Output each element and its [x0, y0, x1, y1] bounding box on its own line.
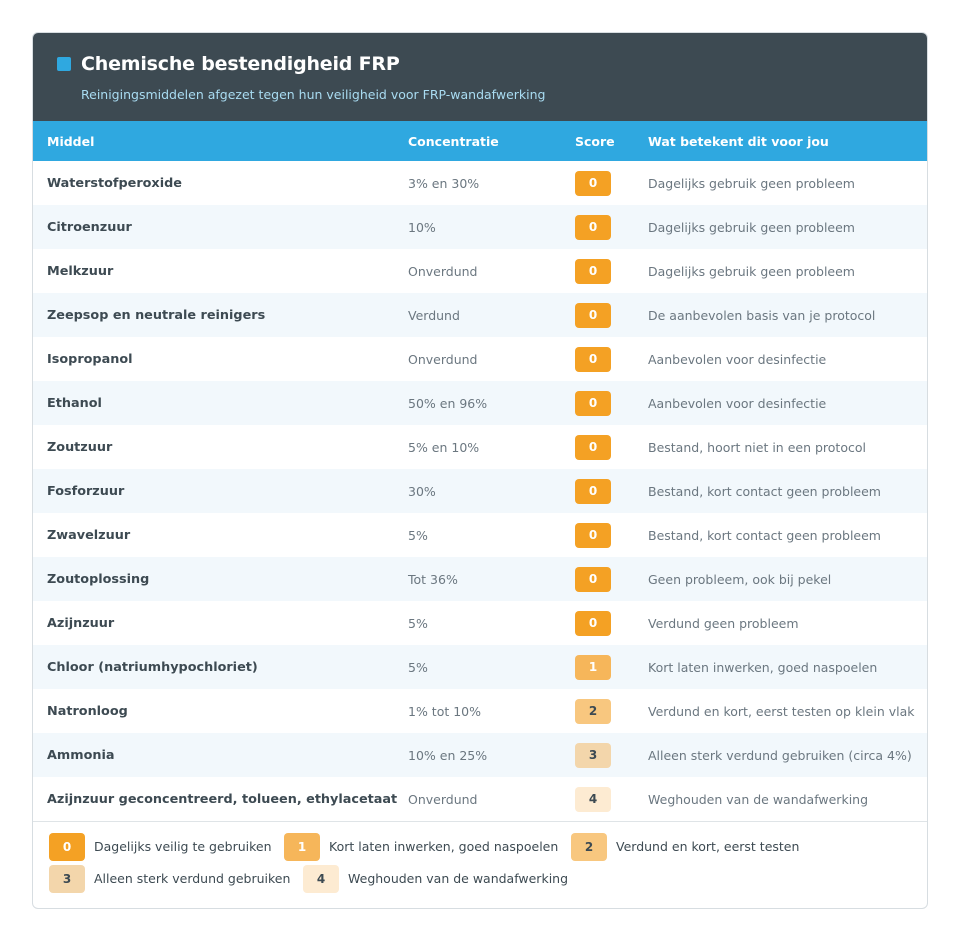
cell-betekenis: Verdund geen probleem	[648, 615, 799, 631]
score-badge: 0	[575, 479, 611, 504]
cell-score	[575, 645, 634, 689]
column-header-betekenis: Wat betekent dit voor jou	[648, 133, 829, 149]
cell-betekenis: Dagelijks gebruik geen probleem	[648, 263, 855, 279]
legend-item	[284, 832, 571, 861]
legend-label: Alleen sterk verdund gebruiken	[94, 871, 291, 886]
legend-badge: 2	[571, 833, 607, 861]
table-row	[33, 557, 928, 601]
table-row	[33, 425, 928, 469]
resistance-table	[33, 121, 928, 821]
score-badge: 0	[575, 435, 611, 460]
cell-score	[575, 425, 634, 469]
cell-concentratie: Onverdund	[408, 263, 478, 279]
legend-badge: 1	[284, 833, 320, 861]
cell-score	[575, 205, 634, 249]
legend-label: Kort laten inwerken, goed naspoelen	[329, 839, 559, 854]
cell-concentratie: Verdund	[408, 307, 460, 323]
legend-label: Dagelijks veilig te gebruiken	[94, 839, 272, 854]
cell-middel: Zoutoplossing	[47, 571, 150, 587]
legend-label: Weghouden van de wandafwerking	[348, 871, 569, 886]
cell-concentratie: 5%	[408, 615, 428, 631]
table-row	[33, 293, 928, 337]
cell-middel: Waterstofperoxide	[47, 175, 182, 191]
score-badge: 1	[575, 655, 611, 680]
table-row	[33, 249, 928, 293]
cell-betekenis: Aanbevolen voor desinfectie	[648, 395, 827, 411]
cell-middel: Fosforzuur	[47, 483, 125, 499]
score-badge: 0	[575, 171, 611, 196]
table-row	[33, 513, 928, 557]
score-badge: 0	[575, 523, 611, 548]
table-row	[33, 689, 928, 733]
cell-middel: Zoutzuur	[47, 439, 113, 455]
cell-score	[575, 513, 634, 557]
cell-concentratie: 1% tot 10%	[408, 703, 482, 719]
cell-score	[575, 293, 634, 337]
cell-betekenis: Weghouden van de wandafwerking	[648, 791, 869, 807]
table-row	[33, 645, 928, 689]
cell-score	[575, 469, 634, 513]
cell-middel: Ethanol	[47, 395, 102, 411]
table-row	[33, 161, 928, 205]
table-row	[33, 337, 928, 381]
legend-item	[49, 864, 303, 893]
score-badge: 2	[575, 699, 611, 724]
cell-score	[575, 249, 634, 293]
cell-concentratie: Onverdund	[408, 351, 478, 367]
cell-concentratie: Onverdund	[408, 791, 478, 807]
score-badge: 3	[575, 743, 611, 768]
cell-middel: Natronloog	[47, 703, 128, 719]
table-header-row	[33, 121, 928, 161]
cell-betekenis: Geen probleem, ook bij pekel	[648, 571, 832, 587]
cell-concentratie: Tot 36%	[408, 571, 458, 587]
legend-badge: 4	[303, 865, 339, 893]
table-row	[33, 205, 928, 249]
column-header-score: Score	[575, 133, 615, 149]
page-subtitle: Reinigingsmiddelen afgezet tegen hun veiligheid voor FRP-wandafwerking	[81, 87, 546, 102]
score-badge: 4	[575, 787, 611, 812]
legend-label: Verdund en kort, eerst testen	[616, 839, 800, 854]
cell-concentratie: 30%	[408, 483, 436, 499]
cell-betekenis: Bestand, kort contact geen probleem	[648, 527, 881, 543]
cell-middel: Isopropanol	[47, 351, 133, 367]
cell-betekenis: Dagelijks gebruik geen probleem	[648, 219, 855, 235]
legend-item	[49, 832, 284, 861]
score-badge: 0	[575, 259, 611, 284]
cell-concentratie: 5% en 10%	[408, 439, 480, 455]
legend-item	[571, 832, 891, 861]
cell-concentratie: 5%	[408, 659, 428, 675]
cell-betekenis: De aanbevolen basis van je protocol	[648, 307, 876, 323]
cell-concentratie: 3% en 30%	[408, 175, 480, 191]
cell-score	[575, 777, 634, 821]
page-title: Chemische bestendigheid FRP	[81, 53, 400, 75]
cell-score	[575, 601, 634, 645]
card-header	[33, 33, 927, 121]
cell-middel: Ammonia	[47, 747, 115, 763]
cell-betekenis: Bestand, kort contact geen probleem	[648, 483, 881, 499]
score-legend	[33, 821, 928, 893]
cell-middel: Zwavelzuur	[47, 527, 131, 543]
cell-concentratie: 5%	[408, 527, 428, 543]
table-body	[33, 161, 928, 821]
score-badge: 0	[575, 611, 611, 636]
legend-item	[303, 864, 603, 893]
cell-betekenis: Aanbevolen voor desinfectie	[648, 351, 827, 367]
cell-score	[575, 161, 634, 205]
cell-betekenis: Verdund en kort, eerst testen op klein vlak	[648, 703, 915, 719]
table-row	[33, 381, 928, 425]
legend-badge: 0	[49, 833, 85, 861]
resistance-card	[32, 32, 928, 909]
score-badge: 0	[575, 347, 611, 372]
table-row	[33, 469, 928, 513]
score-badge: 0	[575, 215, 611, 240]
table-row	[33, 777, 928, 821]
cell-middel: Zeepsop en neutrale reinigers	[47, 307, 266, 323]
cell-middel: Azijnzuur	[47, 615, 115, 631]
cell-score	[575, 689, 634, 733]
cell-score	[575, 733, 634, 777]
cell-middel: Chloor (natriumhypochloriet)	[47, 659, 258, 675]
cell-betekenis: Kort laten inwerken, goed naspoelen	[648, 659, 878, 675]
cell-score	[575, 337, 634, 381]
cell-concentratie: 10% en 25%	[408, 747, 488, 763]
table-row	[33, 601, 928, 645]
cell-betekenis: Bestand, hoort niet in een protocol	[648, 439, 866, 455]
cell-concentratie: 50% en 96%	[408, 395, 488, 411]
score-badge: 0	[575, 303, 611, 328]
title-square-icon	[57, 57, 71, 71]
column-header-middel: Middel	[47, 133, 95, 149]
cell-middel: Melkzuur	[47, 263, 114, 279]
column-header-concentratie: Concentratie	[408, 133, 499, 149]
cell-concentratie: 10%	[408, 219, 436, 235]
legend-badge: 3	[49, 865, 85, 893]
cell-betekenis: Alleen sterk verdund gebruiken (circa 4%)	[648, 747, 912, 763]
score-badge: 0	[575, 391, 611, 416]
cell-middel: Azijnzuur geconcentreerd, tolueen, ethylacetaat	[47, 791, 398, 807]
cell-middel: Citroenzuur	[47, 219, 132, 235]
title-row	[57, 53, 927, 75]
table-row	[33, 733, 928, 777]
cell-betekenis: Dagelijks gebruik geen probleem	[648, 175, 855, 191]
score-badge: 0	[575, 567, 611, 592]
cell-score	[575, 381, 634, 425]
cell-score	[575, 557, 634, 601]
